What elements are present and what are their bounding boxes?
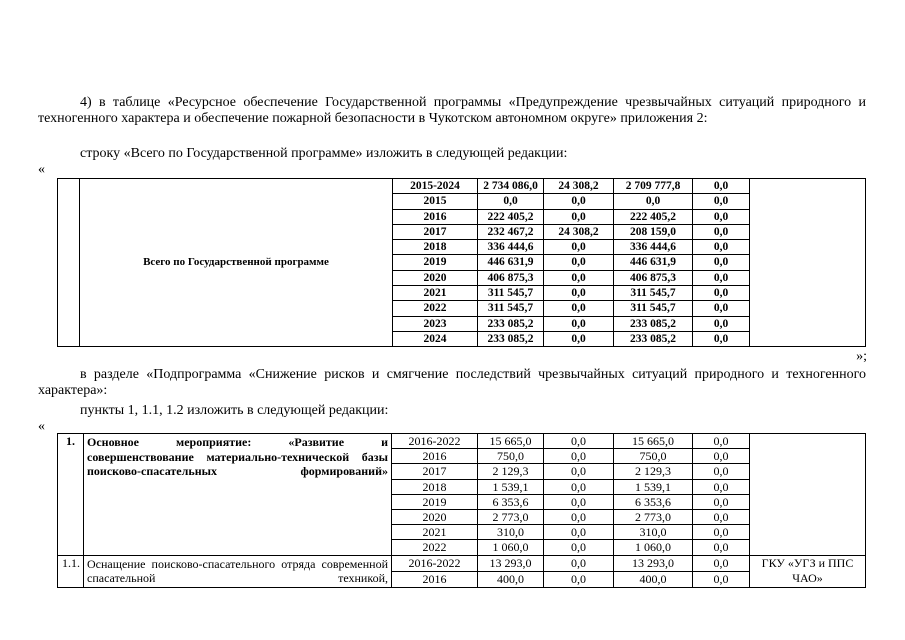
empty-cell (750, 179, 866, 347)
table-cell: 2016 (393, 209, 478, 224)
table-cell: 406 875,3 (478, 270, 544, 285)
table-cell: 2016 (392, 449, 478, 464)
table-cell: 0,0 (544, 255, 614, 270)
table-cell: 0,0 (544, 301, 614, 316)
item-number: 1. (58, 434, 84, 556)
table-cell: 0,0 (693, 240, 750, 255)
table-cell: 2 129,3 (614, 464, 693, 479)
table-cell: 15 665,0 (478, 434, 544, 449)
paragraph-items-instruction (38, 403, 866, 419)
table-cell: 2023 (393, 316, 478, 331)
table-cell: 0,0 (544, 449, 614, 464)
paragraph-section-text: в разделе «Подпрограмма «Снижение рисков и смягчение последствий чрезвычайных ситуаций природного и техногенного характера»: (38, 367, 866, 398)
table-cell: 0,0 (544, 240, 614, 255)
table-cell: 0,0 (693, 479, 750, 494)
table-cell: 2019 (392, 494, 478, 509)
table-cell: 0,0 (544, 525, 614, 540)
table-cell: 1 060,0 (478, 540, 544, 555)
paragraph-section (38, 367, 866, 399)
table-cell: 406 875,3 (614, 270, 693, 285)
empty-cell (58, 179, 80, 347)
table-cell: 0,0 (693, 286, 750, 301)
table-cell: 0,0 (693, 464, 750, 479)
table-cell: 15 665,0 (614, 434, 693, 449)
table-cell: 2021 (393, 286, 478, 301)
table-cell: 2 773,0 (478, 510, 544, 525)
table-cell: 2019 (393, 255, 478, 270)
item-number: 1.1. (58, 555, 84, 587)
table-cell: 2017 (393, 224, 478, 239)
table-cell: 0,0 (544, 194, 614, 209)
table-cell: 6 353,6 (614, 494, 693, 509)
table-cell: 336 444,6 (478, 240, 544, 255)
item-description: Основное мероприятие: «Развитие и совершенствование материально-технической базы поисково-спасательных формирований» (84, 434, 392, 556)
table-cell: 2024 (393, 331, 478, 346)
table-cell: 2 773,0 (614, 510, 693, 525)
paragraph-items-instruction-text: пункты 1, 1.1, 1.2 изложить в следующей редакции: (80, 403, 389, 418)
table-cell: 2016 (392, 571, 478, 587)
table-cell: 2018 (392, 479, 478, 494)
empty-cell (750, 434, 866, 556)
total-program-table (57, 178, 866, 347)
item-description: Оснащение поисково-спасательного отряда современной спасательной техникой, (84, 555, 392, 587)
table-row (58, 434, 866, 449)
table-cell: 446 631,9 (478, 255, 544, 270)
table-cell: 2020 (392, 510, 478, 525)
table-cell: 233 085,2 (478, 331, 544, 346)
table-cell: 311 545,7 (478, 286, 544, 301)
table-cell: 2 734 086,0 (478, 179, 544, 194)
table-cell: 0,0 (693, 179, 750, 194)
table-cell: 0,0 (693, 316, 750, 331)
table-cell: 750,0 (478, 449, 544, 464)
table-cell: 232 467,2 (478, 224, 544, 239)
table-cell: 0,0 (693, 270, 750, 285)
table-cell: 1 539,1 (614, 479, 693, 494)
table-cell: 311 545,7 (614, 301, 693, 316)
table-cell: 0,0 (693, 555, 750, 571)
table-cell: 0,0 (693, 571, 750, 587)
table-cell: 336 444,6 (614, 240, 693, 255)
table-cell: 1 060,0 (614, 540, 693, 555)
table-cell: 2016-2022 (392, 555, 478, 571)
table-cell: 0,0 (693, 255, 750, 270)
table-cell: 0,0 (544, 571, 614, 587)
table-cell: 24 308,2 (544, 224, 614, 239)
table-cell: 0,0 (693, 209, 750, 224)
table-cell: 0,0 (693, 331, 750, 346)
table-cell: 0,0 (544, 331, 614, 346)
table-cell: 0,0 (544, 555, 614, 571)
responsible-org: ГКУ «УГЗ и ППС ЧАО» (750, 555, 866, 587)
quote-open-1: « (38, 162, 45, 177)
table-cell: 222 405,2 (614, 209, 693, 224)
table-cell: 2022 (392, 540, 478, 555)
table-cell: 0,0 (544, 209, 614, 224)
table-cell: 311 545,7 (614, 286, 693, 301)
table-cell: 0,0 (544, 286, 614, 301)
quote-close-1: »; (856, 349, 867, 364)
quote-open-2: « (38, 419, 45, 434)
table-cell: 222 405,2 (478, 209, 544, 224)
table-cell: 13 293,0 (614, 555, 693, 571)
table-cell: 0,0 (693, 540, 750, 555)
table-cell: 0,0 (693, 494, 750, 509)
table-cell: 0,0 (544, 494, 614, 509)
table-cell: 233 085,2 (478, 316, 544, 331)
table-cell: 310,0 (614, 525, 693, 540)
table-cell: 2 129,3 (478, 464, 544, 479)
table-cell: 0,0 (544, 464, 614, 479)
table-cell: 2 709 777,8 (614, 179, 693, 194)
table-cell: 13 293,0 (478, 555, 544, 571)
table-cell: 0,0 (544, 540, 614, 555)
table-cell: 0,0 (693, 449, 750, 464)
table-cell: 0,0 (693, 525, 750, 540)
table-cell: 0,0 (693, 224, 750, 239)
table-cell: 6 353,6 (478, 494, 544, 509)
paragraph-4-text: 4) в таблице «Ресурсное обеспечение Государственной программы «Предупреждение чрезвычайных ситуаций природного и техногенного характера и обеспечение пожарной безопасности в Чукотском автономном округе» приложения 2: (38, 95, 866, 126)
table-cell: 208 159,0 (614, 224, 693, 239)
table-cell: 233 085,2 (614, 331, 693, 346)
table-cell: 446 631,9 (614, 255, 693, 270)
table-row (58, 555, 866, 571)
table-cell: 2016-2022 (392, 434, 478, 449)
table-cell: 0,0 (693, 194, 750, 209)
table-cell: 2018 (393, 240, 478, 255)
table-cell: 0,0 (544, 316, 614, 331)
table-row (58, 179, 866, 194)
table-cell: 2015 (393, 194, 478, 209)
subprogram-items-table (57, 433, 866, 588)
table-cell: 0,0 (614, 194, 693, 209)
table-cell: 0,0 (544, 510, 614, 525)
table-cell: 233 085,2 (614, 316, 693, 331)
table-cell: 311 545,7 (478, 301, 544, 316)
table-cell: 2015-2024 (393, 179, 478, 194)
table-cell: 0,0 (693, 301, 750, 316)
table-cell: 0,0 (544, 479, 614, 494)
total-label: Всего по Государственной программе (80, 179, 393, 347)
paragraph-4 (38, 95, 866, 127)
table-cell: 750,0 (614, 449, 693, 464)
table-cell: 0,0 (544, 270, 614, 285)
table-cell: 310,0 (478, 525, 544, 540)
table-cell: 2017 (392, 464, 478, 479)
table-cell: 400,0 (478, 571, 544, 587)
table-cell: 400,0 (614, 571, 693, 587)
table-cell: 1 539,1 (478, 479, 544, 494)
table-cell: 2021 (392, 525, 478, 540)
table-cell: 0,0 (693, 434, 750, 449)
table-cell: 2020 (393, 270, 478, 285)
table-cell: 2022 (393, 301, 478, 316)
table-cell: 0,0 (544, 434, 614, 449)
table-cell: 24 308,2 (544, 179, 614, 194)
table-cell: 0,0 (693, 510, 750, 525)
table-cell: 0,0 (478, 194, 544, 209)
paragraph-row-instruction-text: строку «Всего по Государственной программе» изложить в следующей редакции: (80, 146, 568, 161)
paragraph-row-instruction (38, 146, 866, 162)
